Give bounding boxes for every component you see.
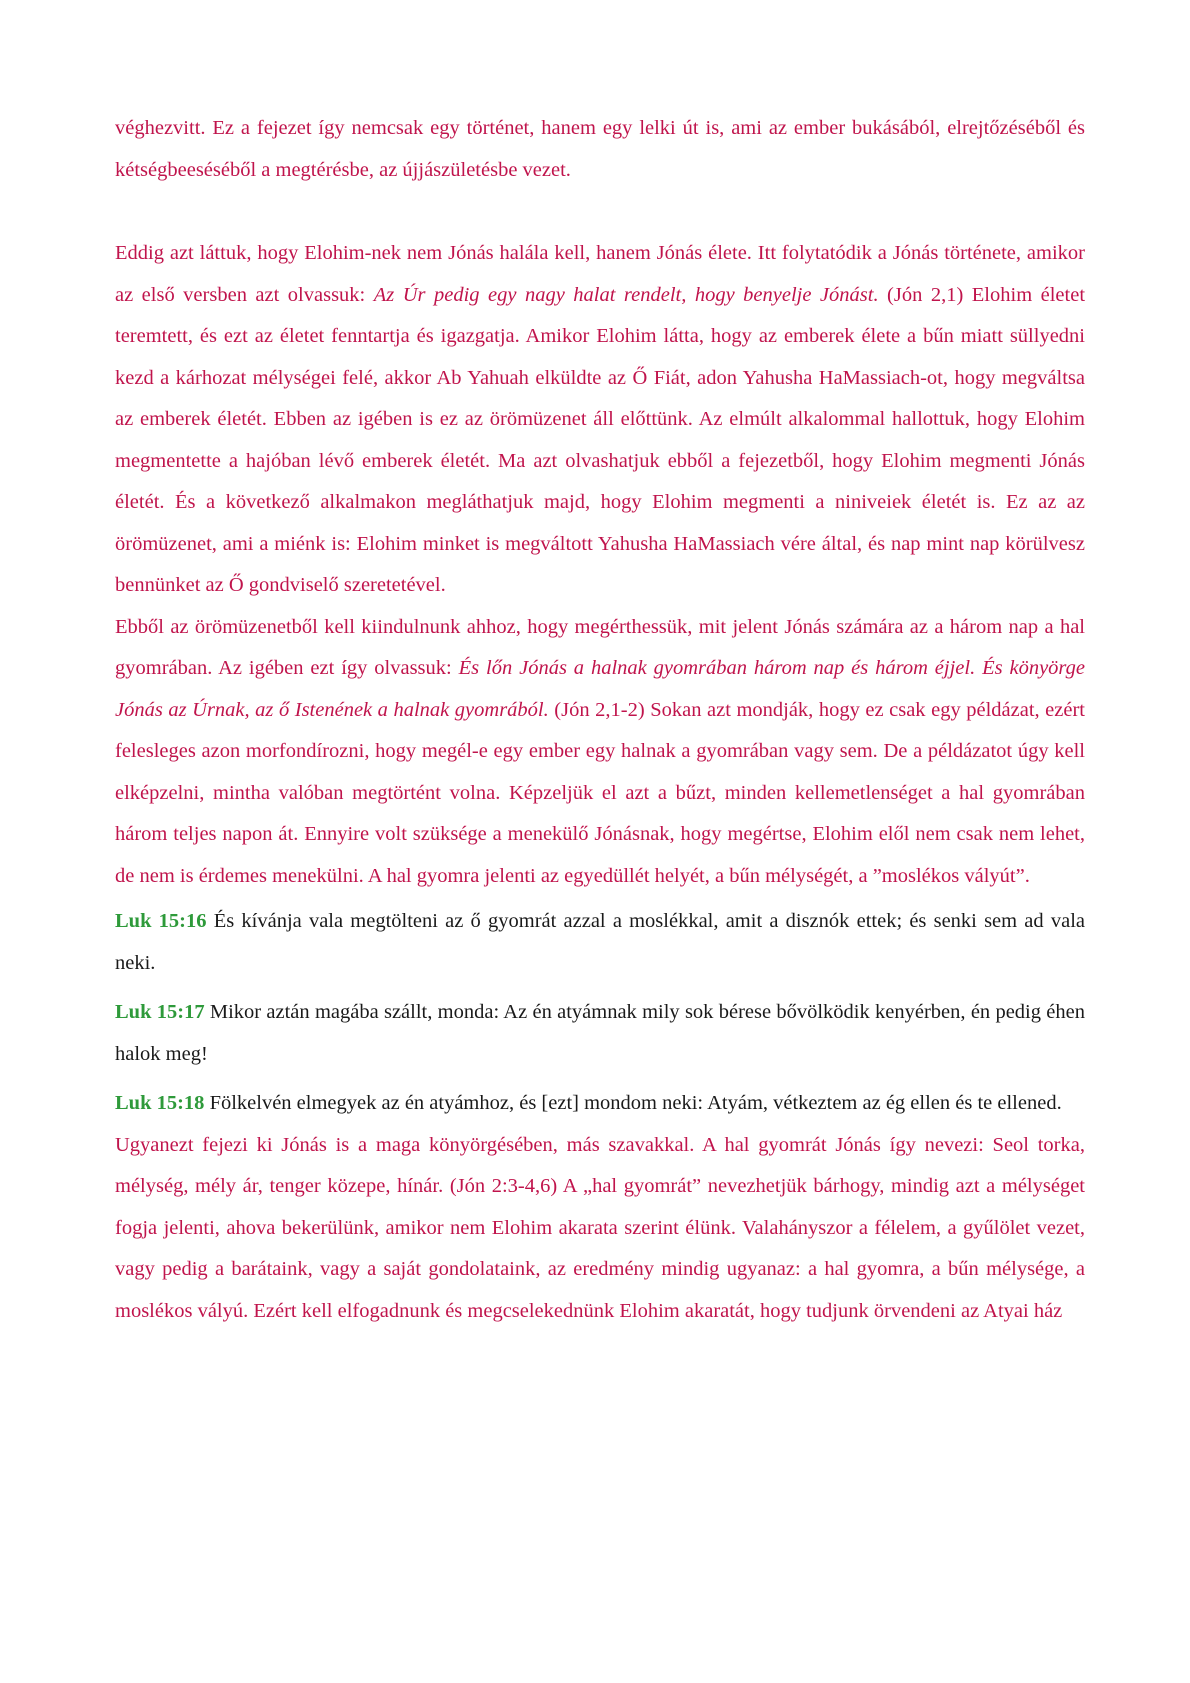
verse-text: És kívánja vala megtölteni az ő gyomrát azzal a moslékkal, amit a disznók ettek; és senki sem ad vala neki. (115, 910, 1085, 974)
paragraph-jonah-life (115, 233, 1085, 607)
scripture-quote: Az Úr pedig egy nagy halat rendelt, hogy benyelje Jónást. (373, 283, 879, 306)
verse-luk-15-16 (115, 901, 1085, 984)
paragraph-three-days (115, 607, 1085, 898)
paragraph-fish-belly (115, 1125, 1085, 1333)
verse-luk-15-17 (115, 992, 1085, 1075)
paragraph-text: Ebből az örömüzenetből kell kiindulnunk ahhoz, hogy megérthessük, mit jelent Jónás számára az a három nap a hal gyomrában. Az igében ezt így olvassuk: (115, 615, 1085, 679)
verse-reference: Luk 15:16 (115, 910, 207, 932)
paragraph-text: (Jón 2,1) Elohim életet teremtett, és ezt az életet fenntartja és igazgatja. Amikor Elohim látta, hogy az emberek élete a bűn miatt süllyedni kezd a kárhozat mélységei felé, akkor Ab Yahuah elküldte az Ő Fiát, adon Yahusha HaMassiach-ot, hogy megváltsa az emberek életét. Ebben az igében is ez az örömüzenet áll előttünk. Az elmúlt alkalommal hallottuk, hogy Elohim megmentette a hajóban lévő emberek életét. Ma azt olvashatjuk ebből a fejezetből, hogy Elohim megmenti Jónás életét. És a következő alkalmakon megláthatjuk majd, hogy Elohim megmenti a niniveiek életét is. Ez az az örömüzenet, ami a miénk is: Elohim minket is megváltott Yahusha HaMassiach vére által, és nap mint nap körülvesz bennünket az Ő gondviselő szeretetével. (115, 283, 1086, 596)
scripture-quote: És lőn Jónás a halnak gyomrában három nap és három éjjel. És könyörge Jónás az Úrnak, az ő Istenének a halnak gyomrából. (115, 657, 1086, 721)
verse-reference: Luk 15:17 (115, 1001, 205, 1023)
paragraph-spacer (115, 191, 1085, 233)
verse-luk-15-18 (115, 1083, 1085, 1125)
paragraph-text: (Jón 2,1-2) Sokan azt mondják, hogy ez csak egy példázat, ezért felesleges azon morfondírozni, hogy megél-e egy ember egy halnak a gyomrában vagy sem. De a példázatot úgy kell elképzelni, mintha valóban megtörtént volna. Képzeljük el azt a bűzt, minden kellemetlenséget a hal gyomrában három teljes napon át. Ennyire volt szüksége a menekülő Jónásnak, hogy megértse, Elohim elől nem csak nem lehet, de nem is érdemes menekülni. A hal gyomra jelenti az egyedüllét helyét, a bűn mélységét, a ”moslékos vályút”. (115, 698, 1086, 887)
document-body (115, 108, 1085, 1332)
paragraph-text: véghezvitt. Ez a fejezet így nemcsak egy történet, hanem egy lelki út is, ami az ember bukásából, elrejtőzéséből és kétségbeeséséből a megtérésbe, az újjászületésbe vezet. (115, 117, 1085, 181)
verse-text: Mikor aztán magába szállt, monda: Az én atyámnak mily sok bérese bővölködik kenyérben, én pedig éhen halok meg! (115, 1001, 1085, 1065)
paragraph-intro (115, 108, 1085, 191)
verse-reference: Luk 15:18 (115, 1092, 205, 1114)
paragraph-text: Ugyanezt fejezi ki Jónás is a maga könyörgésében, más szavakkal. A hal gyomrát Jónás így nevezi: Seol torka, mélység, mély ár, tenger közepe, hínár. (Jón 2:3-4,6) A „hal gyomrát” nevezhetjük bárhogy, mindig azt a mélységet fogja jelenti, ahova bekerülünk, amikor nem Elohim akarata szerint élünk. Valahányszor a félelem, a gyűlölet vezet, vagy pedig a barátaink, vagy a saját gondolataink, az eredmény mindig ugyanaz: a hal gyomra, a bűn mélysége, a moslékos vályú. Ezért kell elfogadnunk és megcselekednünk Elohim akaratát, hogy tudjunk örvendeni az Atyai ház (115, 1133, 1085, 1322)
paragraph-text: Eddig azt láttuk, hogy Elohim-nek nem Jónás halála kell, hanem Jónás élete. Itt folytatódik a Jónás története, amikor az első versben azt olvassuk: (115, 242, 1085, 306)
verse-text: Fölkelvén elmegyek az én atyámhoz, és [ezt] mondom neki: Atyám, vétkeztem az ég ellen és te ellened. (204, 1092, 1062, 1114)
